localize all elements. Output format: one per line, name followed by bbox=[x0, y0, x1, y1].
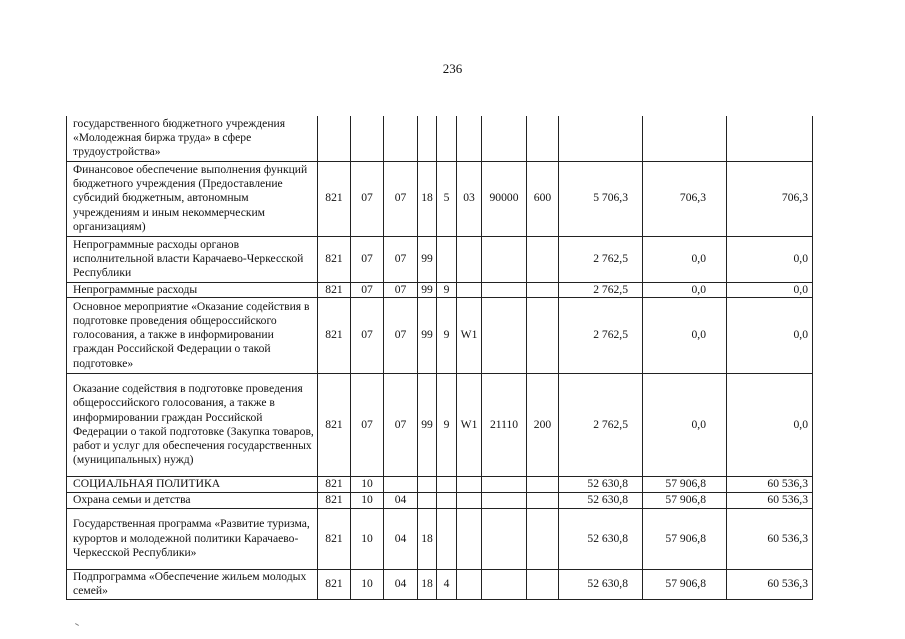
cell-s3: 60 536,3 bbox=[727, 492, 813, 508]
cell-adm: 821 bbox=[318, 236, 351, 282]
cell-pr: 07 bbox=[384, 373, 418, 476]
table-row bbox=[67, 476, 813, 492]
cell-c4 bbox=[482, 508, 527, 569]
cell-c3: W1 bbox=[457, 297, 482, 373]
cell-adm: 821 bbox=[318, 297, 351, 373]
cell-c3: W1 bbox=[457, 373, 482, 476]
cell-pr bbox=[384, 476, 418, 492]
cell-s2: 0,0 bbox=[643, 297, 727, 373]
cell-s3: 60 536,3 bbox=[727, 569, 813, 599]
cell-s3: 0,0 bbox=[727, 282, 813, 297]
cell-c2 bbox=[437, 508, 457, 569]
table-row bbox=[67, 569, 813, 599]
cell-s1: 2 762,5 bbox=[559, 282, 643, 297]
cell-s2 bbox=[643, 116, 727, 161]
cell-pr: 04 bbox=[384, 569, 418, 599]
cell-s2: 0,0 bbox=[643, 236, 727, 282]
cell-s2: 57 906,8 bbox=[643, 492, 727, 508]
table-row bbox=[67, 297, 813, 373]
cell-adm bbox=[318, 116, 351, 161]
cell-c4: 90000 bbox=[482, 161, 527, 236]
cell-c3 bbox=[457, 116, 482, 161]
cell-rz: 07 bbox=[351, 161, 384, 236]
cell-adm: 821 bbox=[318, 569, 351, 599]
cell-name: государственного бюджетного учреждения «Молодежная биржа труда» в сфере трудоустройства» bbox=[67, 116, 318, 161]
cell-s1: 2 762,5 bbox=[559, 373, 643, 476]
cell-name: Охрана семьи и детства bbox=[67, 492, 318, 508]
cell-s1: 52 630,8 bbox=[559, 508, 643, 569]
cell-vr bbox=[527, 236, 559, 282]
cell-c1 bbox=[418, 116, 437, 161]
cell-c3 bbox=[457, 569, 482, 599]
cell-c4 bbox=[482, 236, 527, 282]
cell-s3: 60 536,3 bbox=[727, 508, 813, 569]
cell-rz: 10 bbox=[351, 569, 384, 599]
cell-c1: 99 bbox=[418, 373, 437, 476]
cell-c1: 99 bbox=[418, 282, 437, 297]
cell-c3 bbox=[457, 236, 482, 282]
cell-c1: 18 bbox=[418, 508, 437, 569]
cell-rz: 07 bbox=[351, 373, 384, 476]
cell-rz: 07 bbox=[351, 282, 384, 297]
cell-c2: 9 bbox=[437, 373, 457, 476]
cell-pr: 04 bbox=[384, 508, 418, 569]
cell-name: Финансовое обеспечение выполнения функций бюджетного учреждения (Предоставление субсидий бюджетным, автономным учреждениям и иным некоммерческим организациям) bbox=[67, 161, 318, 236]
cell-c2 bbox=[437, 116, 457, 161]
cell-s2: 57 906,8 bbox=[643, 508, 727, 569]
cell-pr: 07 bbox=[384, 282, 418, 297]
cell-rz: 10 bbox=[351, 508, 384, 569]
cell-name: Подпрограмма «Обеспечение жильем молодых семей» bbox=[67, 569, 318, 599]
cell-pr: 07 bbox=[384, 161, 418, 236]
cell-c3 bbox=[457, 492, 482, 508]
cell-c4 bbox=[482, 297, 527, 373]
table-row bbox=[67, 508, 813, 569]
cell-c2: 4 bbox=[437, 569, 457, 599]
cell-s3 bbox=[727, 116, 813, 161]
cell-c1: 99 bbox=[418, 236, 437, 282]
cell-c3: 03 bbox=[457, 161, 482, 236]
cell-s1 bbox=[559, 116, 643, 161]
cell-vr: 600 bbox=[527, 161, 559, 236]
cell-adm: 821 bbox=[318, 161, 351, 236]
cell-c2: 9 bbox=[437, 282, 457, 297]
cell-name: Непрограммные расходы органов исполнительной власти Карачаево-Черкесской Республики bbox=[67, 236, 318, 282]
cell-rz: 10 bbox=[351, 492, 384, 508]
cell-s2: 0,0 bbox=[643, 282, 727, 297]
cell-s2: 0,0 bbox=[643, 373, 727, 476]
cell-s1: 5 706,3 bbox=[559, 161, 643, 236]
cell-adm: 821 bbox=[318, 508, 351, 569]
cell-rz: 07 bbox=[351, 297, 384, 373]
cell-s3: 706,3 bbox=[727, 161, 813, 236]
cell-c3 bbox=[457, 508, 482, 569]
cell-pr: 07 bbox=[384, 236, 418, 282]
table-row bbox=[67, 116, 813, 161]
cell-c2: 9 bbox=[437, 297, 457, 373]
cell-c4 bbox=[482, 569, 527, 599]
cell-vr bbox=[527, 492, 559, 508]
cell-name: Основное мероприятие «Оказание содействия в подготовке проведения общероссийского голосования, а также в информировании граждан Российской Федерации о такой подготовке» bbox=[67, 297, 318, 373]
cell-c1 bbox=[418, 476, 437, 492]
cell-c4 bbox=[482, 476, 527, 492]
page-number: 236 bbox=[442, 61, 463, 76]
scan-mark bbox=[75, 623, 79, 626]
cell-rz: 07 bbox=[351, 236, 384, 282]
cell-s3: 0,0 bbox=[727, 297, 813, 373]
cell-s2: 706,3 bbox=[643, 161, 727, 236]
table-row bbox=[67, 492, 813, 508]
cell-vr bbox=[527, 476, 559, 492]
cell-pr: 07 bbox=[384, 297, 418, 373]
cell-c3 bbox=[457, 476, 482, 492]
cell-adm: 821 bbox=[318, 492, 351, 508]
cell-vr: 200 bbox=[527, 373, 559, 476]
table-row bbox=[67, 282, 813, 297]
cell-rz bbox=[351, 116, 384, 161]
cell-vr bbox=[527, 297, 559, 373]
cell-adm: 821 bbox=[318, 282, 351, 297]
cell-c3 bbox=[457, 282, 482, 297]
cell-s3: 0,0 bbox=[727, 373, 813, 476]
cell-c4 bbox=[482, 116, 527, 161]
cell-s3: 0,0 bbox=[727, 236, 813, 282]
cell-c2 bbox=[437, 236, 457, 282]
cell-c1 bbox=[418, 492, 437, 508]
table-row bbox=[67, 161, 813, 236]
cell-s1: 2 762,5 bbox=[559, 236, 643, 282]
cell-s1: 2 762,5 bbox=[559, 297, 643, 373]
cell-s1: 52 630,8 bbox=[559, 492, 643, 508]
cell-c2: 5 bbox=[437, 161, 457, 236]
cell-c1: 18 bbox=[418, 161, 437, 236]
budget-table bbox=[66, 116, 813, 600]
cell-c4 bbox=[482, 492, 527, 508]
cell-c2 bbox=[437, 492, 457, 508]
table-row bbox=[67, 373, 813, 476]
cell-vr bbox=[527, 569, 559, 599]
cell-s1: 52 630,8 bbox=[559, 476, 643, 492]
cell-vr bbox=[527, 508, 559, 569]
cell-vr bbox=[527, 282, 559, 297]
cell-s1: 52 630,8 bbox=[559, 569, 643, 599]
cell-c4 bbox=[482, 282, 527, 297]
cell-rz: 10 bbox=[351, 476, 384, 492]
table-row bbox=[67, 236, 813, 282]
cell-name: СОЦИАЛЬНАЯ ПОЛИТИКА bbox=[67, 476, 318, 492]
cell-c1: 99 bbox=[418, 297, 437, 373]
cell-s3: 60 536,3 bbox=[727, 476, 813, 492]
cell-pr: 04 bbox=[384, 492, 418, 508]
cell-vr bbox=[527, 116, 559, 161]
cell-adm: 821 bbox=[318, 476, 351, 492]
cell-name: Непрограммные расходы bbox=[67, 282, 318, 297]
cell-pr bbox=[384, 116, 418, 161]
cell-c2 bbox=[437, 476, 457, 492]
cell-name: Оказание содействия в подготовке проведения общероссийского голосования, а также в информировании граждан Российской Федерации о такой подготовке (Закупка товаров, работ и услуг для обеспечения государственных (муниципальных) нужд) bbox=[67, 373, 318, 476]
cell-s2: 57 906,8 bbox=[643, 476, 727, 492]
cell-c4: 21110 bbox=[482, 373, 527, 476]
cell-s2: 57 906,8 bbox=[643, 569, 727, 599]
cell-adm: 821 bbox=[318, 373, 351, 476]
cell-c1: 18 bbox=[418, 569, 437, 599]
cell-name: Государственная программа «Развитие туризма, курортов и молодежной политики Карачаево-Черкесской Республики» bbox=[67, 508, 318, 569]
